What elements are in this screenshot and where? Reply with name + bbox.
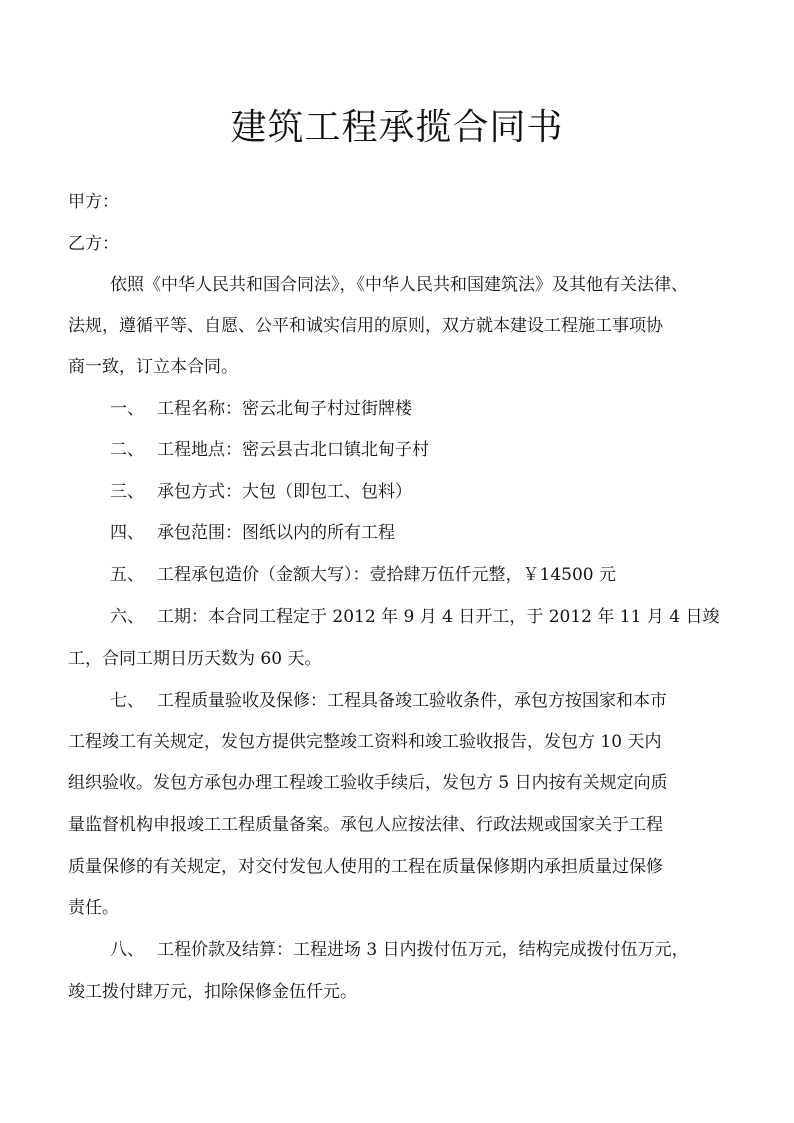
clause-text: 工程价款及结算：工程进场 3 日内拨付伍万元，结构完成拨付伍万元，: [157, 940, 689, 960]
preamble-line: 商一致，订立本合同。: [68, 357, 238, 377]
clause-7: [110, 689, 667, 713]
party-a-label: 甲方：: [68, 192, 119, 212]
clause-6: [110, 605, 719, 629]
clause-6-cont: 工，合同工期日历天数为 60 天。: [68, 649, 322, 669]
party-b-label: 乙方：: [68, 234, 119, 254]
clause-8: [110, 938, 689, 962]
clause-text: 工程承包造价（金额大写）：壹拾肆万伍仟元整，￥14500 元: [157, 565, 616, 585]
clause-number: 三、: [110, 482, 144, 502]
preamble-line: 依照《中华人民共和国合同法》，《中华人民共和国建筑法》及其他有关法律、: [110, 275, 688, 295]
clause-number: 一、: [110, 399, 144, 419]
clause-1: [110, 397, 412, 421]
clause-2: [110, 438, 429, 462]
clause-text: 工程名称：密云北甸子村过街牌楼: [157, 399, 412, 419]
clause-number: 六、: [110, 607, 144, 627]
document-title: 建筑工程承揽合同书: [230, 107, 564, 148]
clause-number: 二、: [110, 440, 144, 460]
clause-7-cont: 量监督机构申报竣工工程质量备案。承包人应按法律、行政法规或国家关于工程: [68, 815, 663, 835]
clause-number: 八、: [110, 940, 144, 960]
clause-text: 承包方式：大包（即包工、包料）: [157, 482, 412, 502]
clause-5: [110, 563, 616, 587]
clause-7-cont: 责任。: [68, 898, 119, 918]
preamble-line: 法规，遵循平等、自愿、公平和诚实信用的原则，双方就本建设工程施工事项协: [68, 316, 663, 336]
clause-number: 七、: [110, 691, 144, 711]
clause-number: 四、: [110, 523, 144, 543]
clause-text: 工程地点：密云县古北口镇北甸子村: [157, 440, 429, 460]
clause-7-cont: 质量保修的有关规定，对交付发包人使用的工程在质量保修期内承担质量过保修: [68, 857, 663, 877]
clause-4: [110, 521, 395, 545]
clause-3: [110, 480, 412, 504]
clause-8-cont: 竣工拨付肆万元，扣除保修金伍仟元。: [68, 982, 357, 1002]
clause-7-cont: 组织验收。发包方承包办理工程竣工验收手续后，发包方 5 日内按有关规定向质: [68, 773, 668, 793]
clause-text: 承包范围：图纸以内的所有工程: [157, 523, 395, 543]
clause-7-cont: 工程竣工有关规定，发包方提供完整竣工资料和竣工验收报告，发包方 10 天内: [68, 732, 662, 752]
clause-text: 工期：本合同工程定于 2012 年 9 月 4 日开工，于 2012 年 11 月 4 日竣: [157, 607, 720, 627]
clause-text: 工程质量验收及保修：工程具备竣工验收条件，承包方按国家和本市: [157, 691, 667, 711]
clause-number: 五、: [110, 565, 144, 585]
